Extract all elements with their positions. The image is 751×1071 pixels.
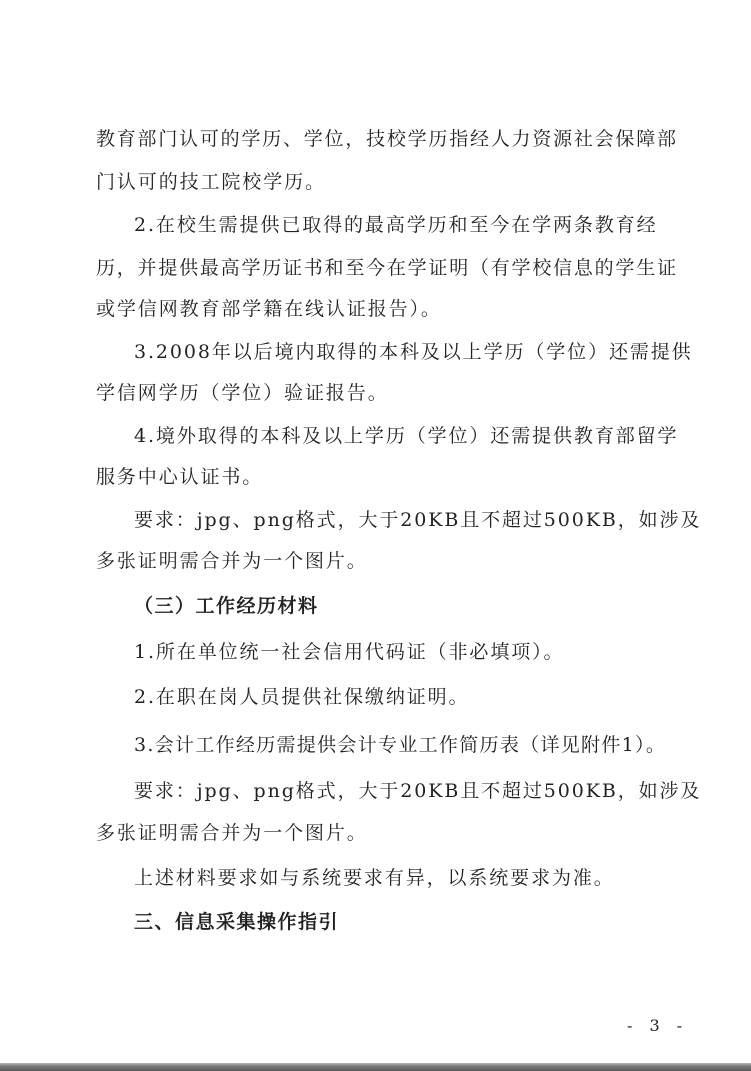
page-bottom-edge: [0, 1063, 751, 1071]
paragraph-line: 多张证明需合并为一个图片。: [96, 550, 368, 572]
paragraph-line: 教育部门认可的学历、学位，技校学历指经人力资源社会保障部: [96, 128, 676, 150]
list-item-4: 4.境外取得的本科及以上学历（学位）还需提供教育部留学: [134, 425, 679, 447]
paragraph-line: 多张证明需合并为一个图片。: [96, 822, 368, 844]
list-item-1: 1.所在单位统一社会信用代码证（非必填项）。: [134, 641, 565, 663]
paragraph-line: 学信网学历（学位）验证报告。: [96, 382, 389, 404]
note-text: 上述材料要求如与系统要求有异，以系统要求为准。: [134, 867, 615, 889]
page-number: - 3 -: [627, 1016, 689, 1035]
paragraph-line: 服务中心认证书。: [96, 466, 264, 488]
requirement-text: 要求：jpg、png格式，大于20KB且不超过500KB，如涉及: [134, 780, 702, 802]
paragraph-line: 门认可的技工院校学历。: [96, 171, 326, 193]
requirement-text: 要求：jpg、png格式，大于20KB且不超过500KB，如涉及: [134, 509, 702, 531]
list-item-3: 3.会计工作经历需提供会计专业工作简历表（详见附件1）。: [134, 734, 667, 756]
list-item-3: 3.2008年以后境内取得的本科及以上学历（学位）还需提供: [134, 341, 693, 363]
section-heading-info-collection: 三、信息采集操作指引: [134, 911, 340, 933]
list-item-2: 2.在职在岗人员提供社保缴纳证明。: [134, 686, 470, 708]
section-heading-work-experience: （三）工作经历材料: [134, 595, 319, 617]
paragraph-line: 历，并提供最高学历证书和至今在学证明（有学校信息的学生证: [96, 257, 676, 279]
list-item-2: 2.在校生需提供已取得的最高学历和至今在学两条教育经: [134, 214, 658, 236]
paragraph-line: 或学信网教育部学籍在线认证报告）。: [96, 298, 442, 320]
